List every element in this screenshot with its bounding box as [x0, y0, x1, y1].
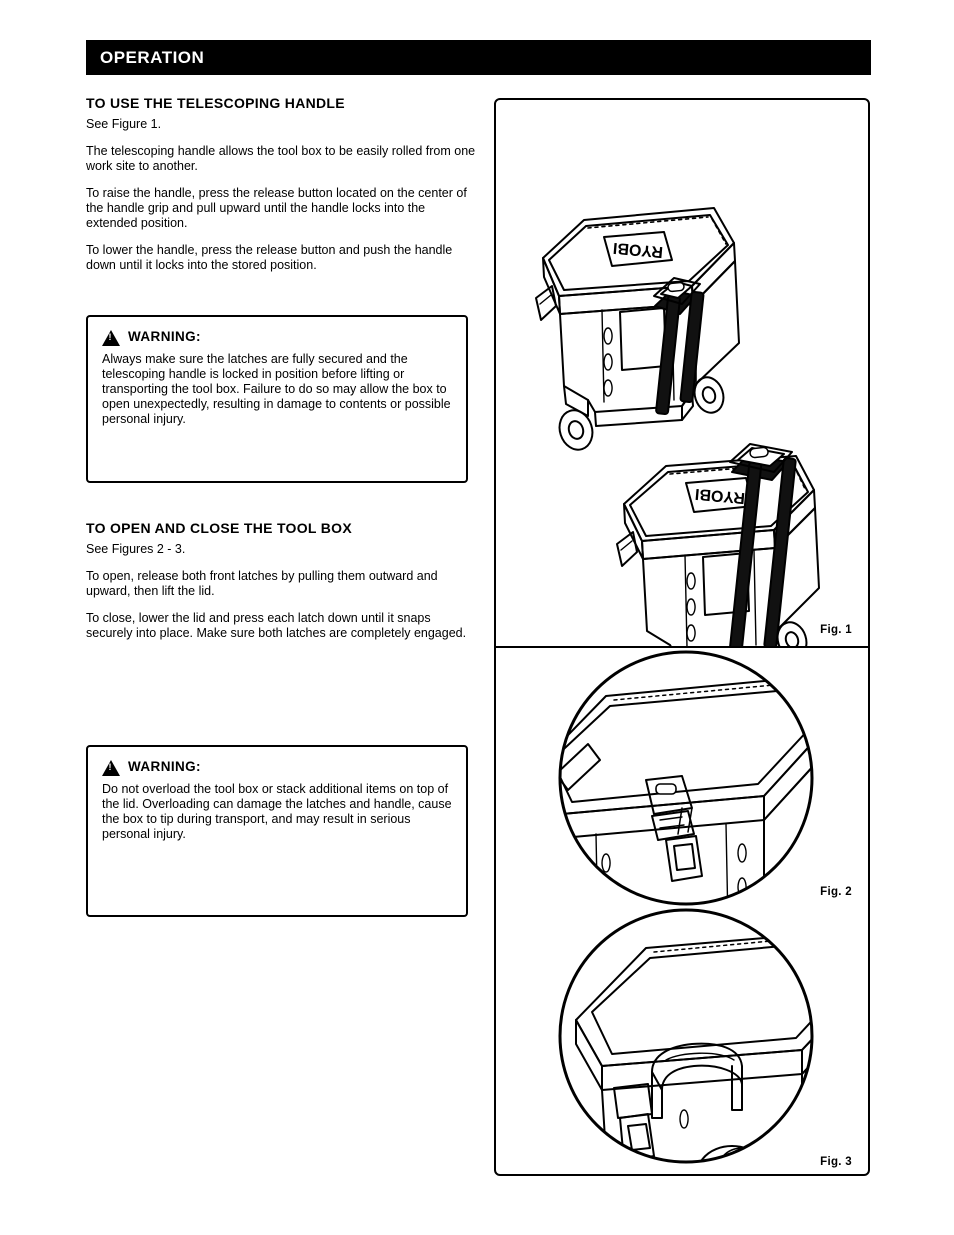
paragraph-handle-intro: The telescoping handle allows the tool box to be easily rolled from one work site to another.: [86, 144, 476, 173]
figure-1-illustration: [496, 100, 868, 646]
warning-text-2: Do not overload the tool box or stack additional items on top of the lid. Overloading can damage the latches and handle, cause the box to tip during transport, and may result in serious personal injury.: [102, 782, 452, 841]
figure-1-panel: [496, 100, 868, 646]
section-heading-open-close: TO OPEN AND CLOSE THE TOOL BOX: [86, 520, 352, 536]
paragraph-raise-handle: To raise the handle, press the release button located on the center of the handle grip and pull upward until the handle locks into the extended position.: [86, 186, 467, 230]
figure-1-caption: Fig. 1: [820, 624, 852, 636]
svg-text:RYOBI: RYOBI: [694, 484, 746, 507]
figure-2-3-illustration: [496, 648, 868, 1176]
figure-2-3-panel: [496, 648, 868, 1176]
warning-label-2: WARNING:: [128, 759, 201, 774]
warning-label-1: WARNING:: [128, 329, 201, 344]
paragraph-open-box: To open, release both front latches by pulling them outward and upward, then lift the lid.: [86, 569, 438, 598]
warning-box-1: [86, 315, 468, 483]
figure-reference-2: See Figures 2 - 3.: [86, 542, 186, 556]
warning-triangle-icon: [102, 760, 120, 776]
warning-box-2: [86, 745, 468, 917]
figure-column: [494, 98, 870, 1176]
section-heading-handle: TO USE THE TELESCOPING HANDLE: [86, 95, 345, 111]
left-text-column: [86, 95, 476, 285]
page-header-bar: [86, 40, 871, 75]
figure-3-caption: Fig. 3: [820, 1156, 852, 1168]
figure-reference-1: See Figure 1.: [86, 117, 162, 131]
page-header-title: OPERATION: [100, 48, 205, 67]
paragraph-lower-handle: To lower the handle, press the release button and push the handle down until it locks into the stored position.: [86, 243, 453, 272]
left-text-column-2: [86, 520, 476, 653]
paragraph-close-box: To close, lower the lid and press each latch down until it snaps securely into place. Make sure both latches are completely engaged.: [86, 611, 467, 640]
warning-text-1: Always make sure the latches are fully secured and the telescoping handle is locked in position before lifting or transporting the tool box. Failure to do so may allow the box to open unexpectedly, resulting in damage to contents or possible personal injury.: [102, 352, 451, 426]
figure-2-caption: Fig. 2: [820, 886, 852, 898]
svg-text:RYOBI: RYOBI: [612, 238, 664, 261]
warning-triangle-icon: [102, 330, 120, 346]
